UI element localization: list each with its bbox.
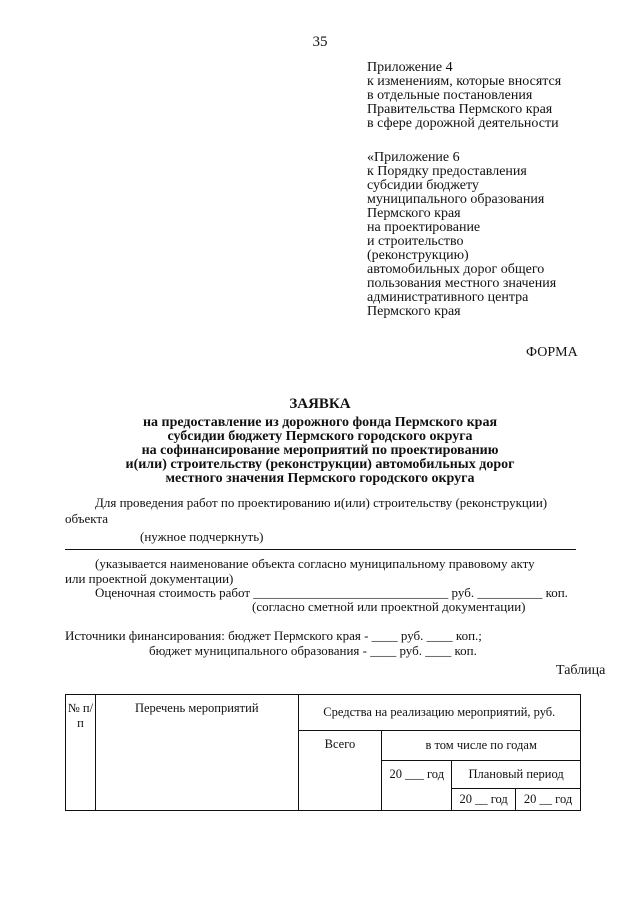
object-name-line[interactable] [65, 549, 576, 550]
table-label: Таблица [556, 663, 606, 678]
estimated-cost-hint: (согласно сметной или проектной документации) [252, 599, 526, 614]
annex-6-line: и строительство [367, 234, 464, 249]
annex-4-line: Правительства Пермского края [367, 102, 553, 117]
subtitle-line: на предоставление из дорожного фонда Пермского края [142, 415, 498, 430]
annex-6-line: автомобильных дорог общего [367, 262, 545, 277]
annex-6-line: муниципального образования [367, 192, 545, 207]
document-subtitle [0, 416, 640, 486]
annex-6-line: к Порядку предоставления [367, 164, 527, 179]
header-funds: Средства на реализацию мероприятий, руб. [298, 695, 580, 731]
annex-6-line: на проектирование [367, 220, 481, 235]
annex-6-line: Пермского края [367, 304, 461, 319]
header-plan-year-1: 20 __ год [452, 789, 516, 811]
underline-hint: (нужное подчеркнуть) [140, 529, 264, 544]
form-label: ФОРМА [526, 345, 578, 360]
subtitle-line: и(или) строительству (реконструкции) автомобильных дорог [125, 457, 515, 472]
purpose-text: Для проведения работ по проектированию и(или) строительству (реконструкции) [95, 495, 548, 510]
annex-6-line: (реконструкцию) [367, 248, 469, 263]
purpose-text-cont: объекта [65, 511, 109, 526]
header-by-years: в том числе по годам [382, 731, 581, 761]
annex-6-line: Пермского края [367, 206, 461, 221]
header-current-year: 20 ___ год [382, 761, 452, 811]
header-plan-year-2: 20 __ год [516, 789, 581, 811]
annex-4-line: в отдельные постановления [367, 88, 533, 103]
annex-6-line: административного центра [367, 290, 529, 305]
header-activity-list: Перечень мероприятий [95, 695, 298, 811]
document-title: ЗАЯВКА [289, 396, 351, 412]
annex-6-header [367, 151, 556, 319]
object-name-hint: (указывается наименование объекта согласно муниципальному правовому акту [95, 556, 535, 571]
funding-source-region: Источники финансирования: бюджет Пермского края - ____ руб. ____ коп.; [65, 628, 482, 643]
funding-table [65, 694, 581, 811]
funding-source-municipal: бюджет муниципального образования - ____ руб. ____ коп. [149, 643, 477, 658]
header-total: Всего [298, 731, 382, 811]
object-name-hint-cont: или проектной документации) [65, 571, 234, 586]
header-row-number: № п/п [66, 695, 96, 811]
subtitle-line: местного значения Пермского городского округа [165, 471, 475, 486]
estimated-cost: Оценочная стоимость работ ______________________________ руб. __________ коп. [95, 585, 568, 600]
subtitle-line: субсидии бюджету Пермского городского округа [167, 429, 473, 444]
annex-4-header [367, 61, 561, 131]
subtitle-line: на софинансирование мероприятий по проектированию [141, 443, 499, 458]
annex-4-line: в сфере дорожной деятельности [367, 116, 559, 131]
annex-6-line: «Приложение 6 [367, 150, 460, 165]
header-planned-period: Плановый период [452, 761, 581, 789]
annex-4-line: к изменениям, которые вносятся [367, 74, 562, 89]
annex-6-line: пользования местного значения [367, 276, 557, 291]
page-number: 35 [312, 34, 328, 50]
annex-6-line: субсидии бюджету [367, 178, 479, 193]
annex-4-line: Приложение 4 [367, 60, 453, 75]
